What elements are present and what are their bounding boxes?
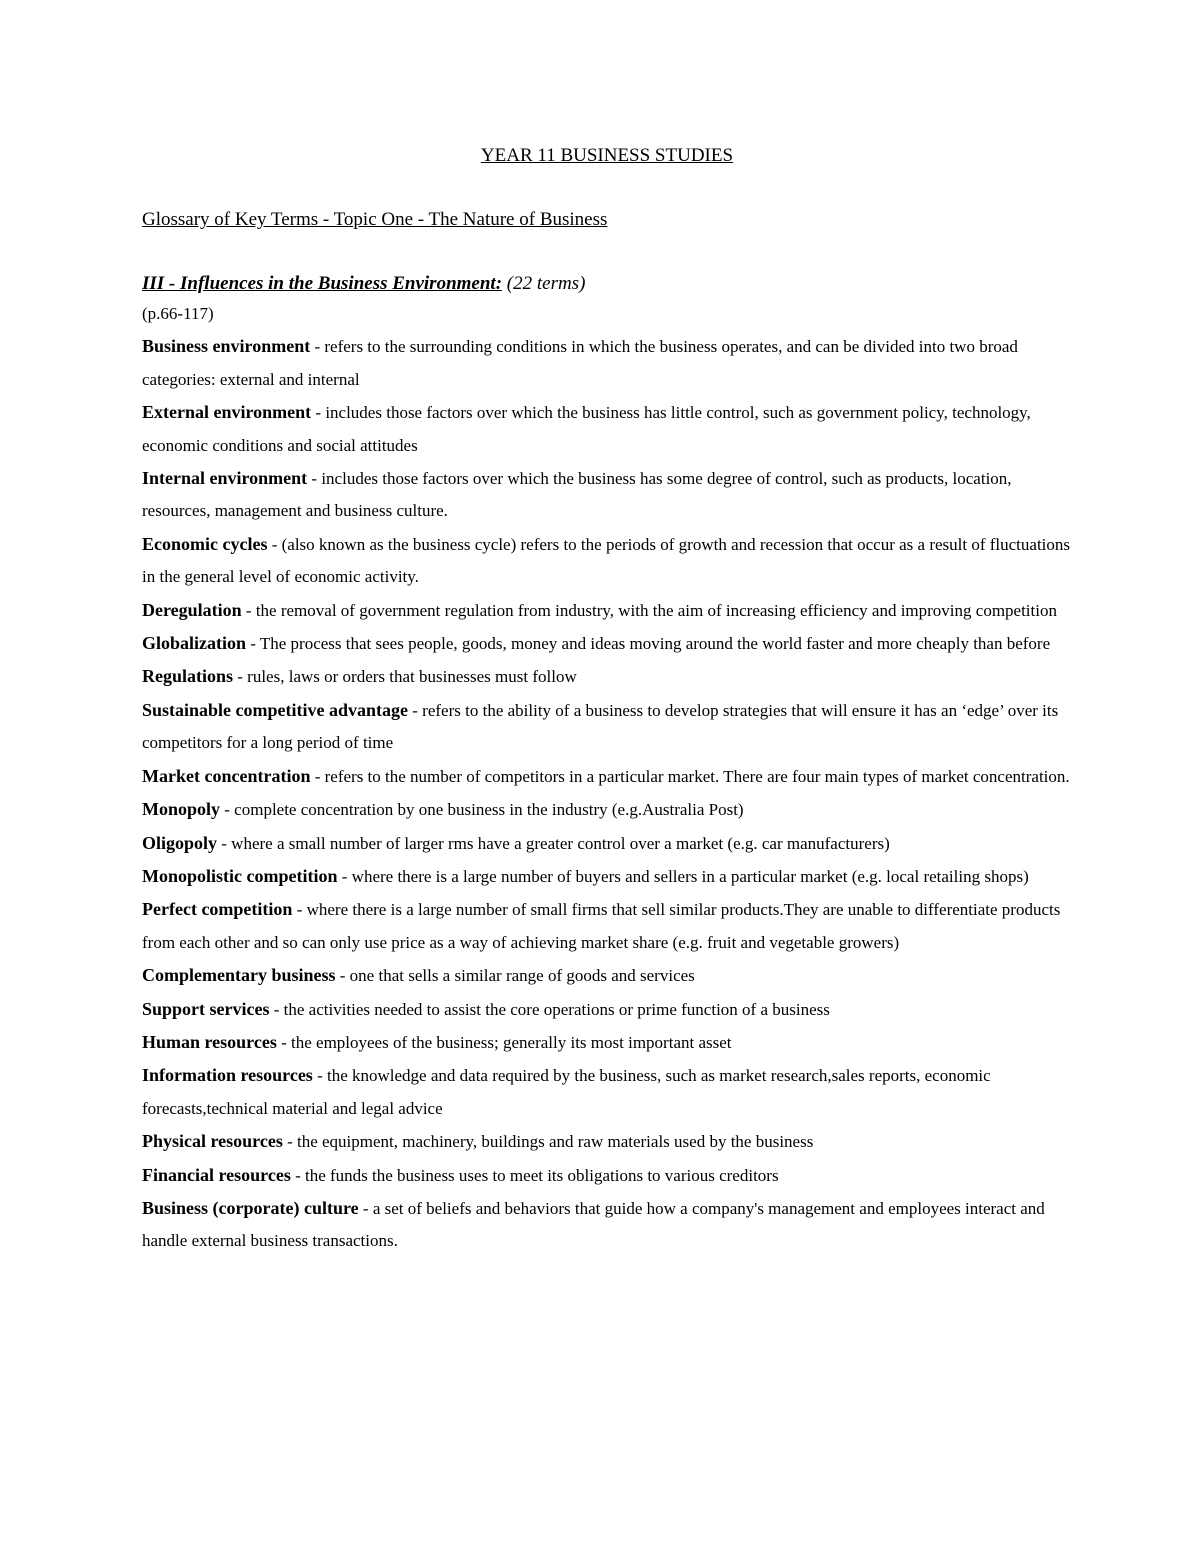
glossary-entry [142,627,1072,660]
page-reference: (p.66-117) [142,304,214,323]
glossary-entry [142,993,1072,1026]
glossary-definition: - where there is a large number of small firms that sell similar products.They are unable to differentiate products from each other and so can only use price as a way of achieving market share (e.g. fruit and vegetable growers) [142,900,1061,952]
glossary-term: Physical resources [142,1131,283,1152]
glossary-entry [142,1159,1072,1192]
glossary-list [142,330,1072,1257]
glossary-definition: - where there is a large number of buyers and sellers in a particular market (e.g. local retailing shops) [337,866,1029,886]
section-term-count: (22 terms) [506,273,586,294]
glossary-definition: - The process that sees people, goods, money and ideas moving around the world faster and more cheaply than before [246,634,1051,654]
glossary-entry [142,528,1072,594]
glossary-term: Market concentration [142,765,311,786]
glossary-term: Support services [142,998,270,1019]
glossary-term: Human resources [142,1031,277,1052]
document-subtitle: Glossary of Key Terms - Topic One - The Nature of Business [142,209,608,230]
glossary-term: Deregulation [142,599,242,620]
glossary-definition: - the activities needed to assist the core operations or prime function of a business [269,999,830,1019]
glossary-entry [142,793,1072,826]
glossary-definition: - includes those factors over which the business has some degree of control, such as products, location, resources, management and business culture. [142,469,1012,521]
glossary-term: Sustainable competitive advantage [142,699,409,720]
glossary-term: Perfect competition [142,899,293,920]
document-title: YEAR 11 BUSINESS STUDIES [480,145,734,166]
glossary-entry [142,959,1072,992]
glossary-term: Monopolistic competition [142,865,338,886]
glossary-entry [142,827,1072,860]
glossary-definition: - rules, laws or orders that businesses must follow [233,667,577,687]
glossary-definition: - the equipment, machinery, buildings and raw materials used by the business [282,1132,814,1152]
glossary-term: External environment [142,402,312,423]
glossary-entry [142,462,1072,528]
glossary-definition: - refers to the surrounding conditions in which the business operates, and can be divided into two broad categories: external and internal [142,337,1018,389]
glossary-entry [142,893,1072,959]
glossary-entry [142,760,1072,793]
glossary-entry [142,330,1072,396]
glossary-entry [142,660,1072,693]
glossary-entry [142,1026,1072,1059]
glossary-term: Business (corporate) culture [142,1197,359,1218]
glossary-term: Monopoly [142,799,221,820]
glossary-entry [142,1125,1072,1158]
glossary-entry [142,1192,1072,1258]
document-page [142,138,1072,1258]
glossary-term: Oligopoly [142,832,218,853]
glossary-definition: - the employees of the business; generally its most important asset [276,1032,732,1052]
glossary-definition: - complete concentration by one business in the industry (e.g.Australia Post) [220,800,744,820]
glossary-entry [142,594,1072,627]
glossary-definition: - refers to the ability of a business to develop strategies that will ensure it has an ‘edge’ over its competitors for a long period of time [142,700,1059,753]
glossary-definition: - a set of beliefs and behaviors that guide how a company's management and employees interact and handle external business transactions. [142,1198,1045,1251]
glossary-term: Regulations [142,666,234,687]
glossary-definition: - where a small number of larger rms have a greater control over a market (e.g. car manufacturers) [217,833,890,853]
glossary-definition: - includes those factors over which the business has little control, such as government policy, technology, economic conditions and social attitudes [142,403,1031,455]
glossary-term: Internal environment [142,468,308,489]
glossary-term: Globalization [142,633,247,654]
glossary-definition: - the funds the business uses to meet its obligations to various creditors [290,1165,779,1185]
glossary-definition: - the removal of government regulation from industry, with the aim of increasing efficiency and improving competition [241,600,1057,620]
glossary-definition: - refers to the number of competitors in a particular market. There are four main types of market concentration. [310,766,1070,786]
glossary-entry [142,1059,1072,1125]
glossary-entry [142,694,1072,760]
section-heading [142,266,1072,302]
glossary-entry [142,396,1072,462]
glossary-definition: - one that sells a similar range of goods and services [335,966,695,986]
glossary-definition: - (also known as the business cycle) refers to the periods of growth and recession that occur as a result of fluctuations in the general level of economic activity. [142,534,1071,587]
section-title: III - Influences in the Business Environment: [142,273,503,294]
glossary-term: Financial resources [142,1164,291,1185]
glossary-definition: - the knowledge and data required by the business, such as market research,sales reports, economic forecasts,technical material and legal advice [142,1066,991,1118]
glossary-term: Complementary business [142,965,336,986]
glossary-term: Information resources [142,1065,313,1086]
glossary-entry [142,860,1072,893]
glossary-term: Business environment [142,336,311,357]
glossary-term: Economic cycles [142,533,268,554]
